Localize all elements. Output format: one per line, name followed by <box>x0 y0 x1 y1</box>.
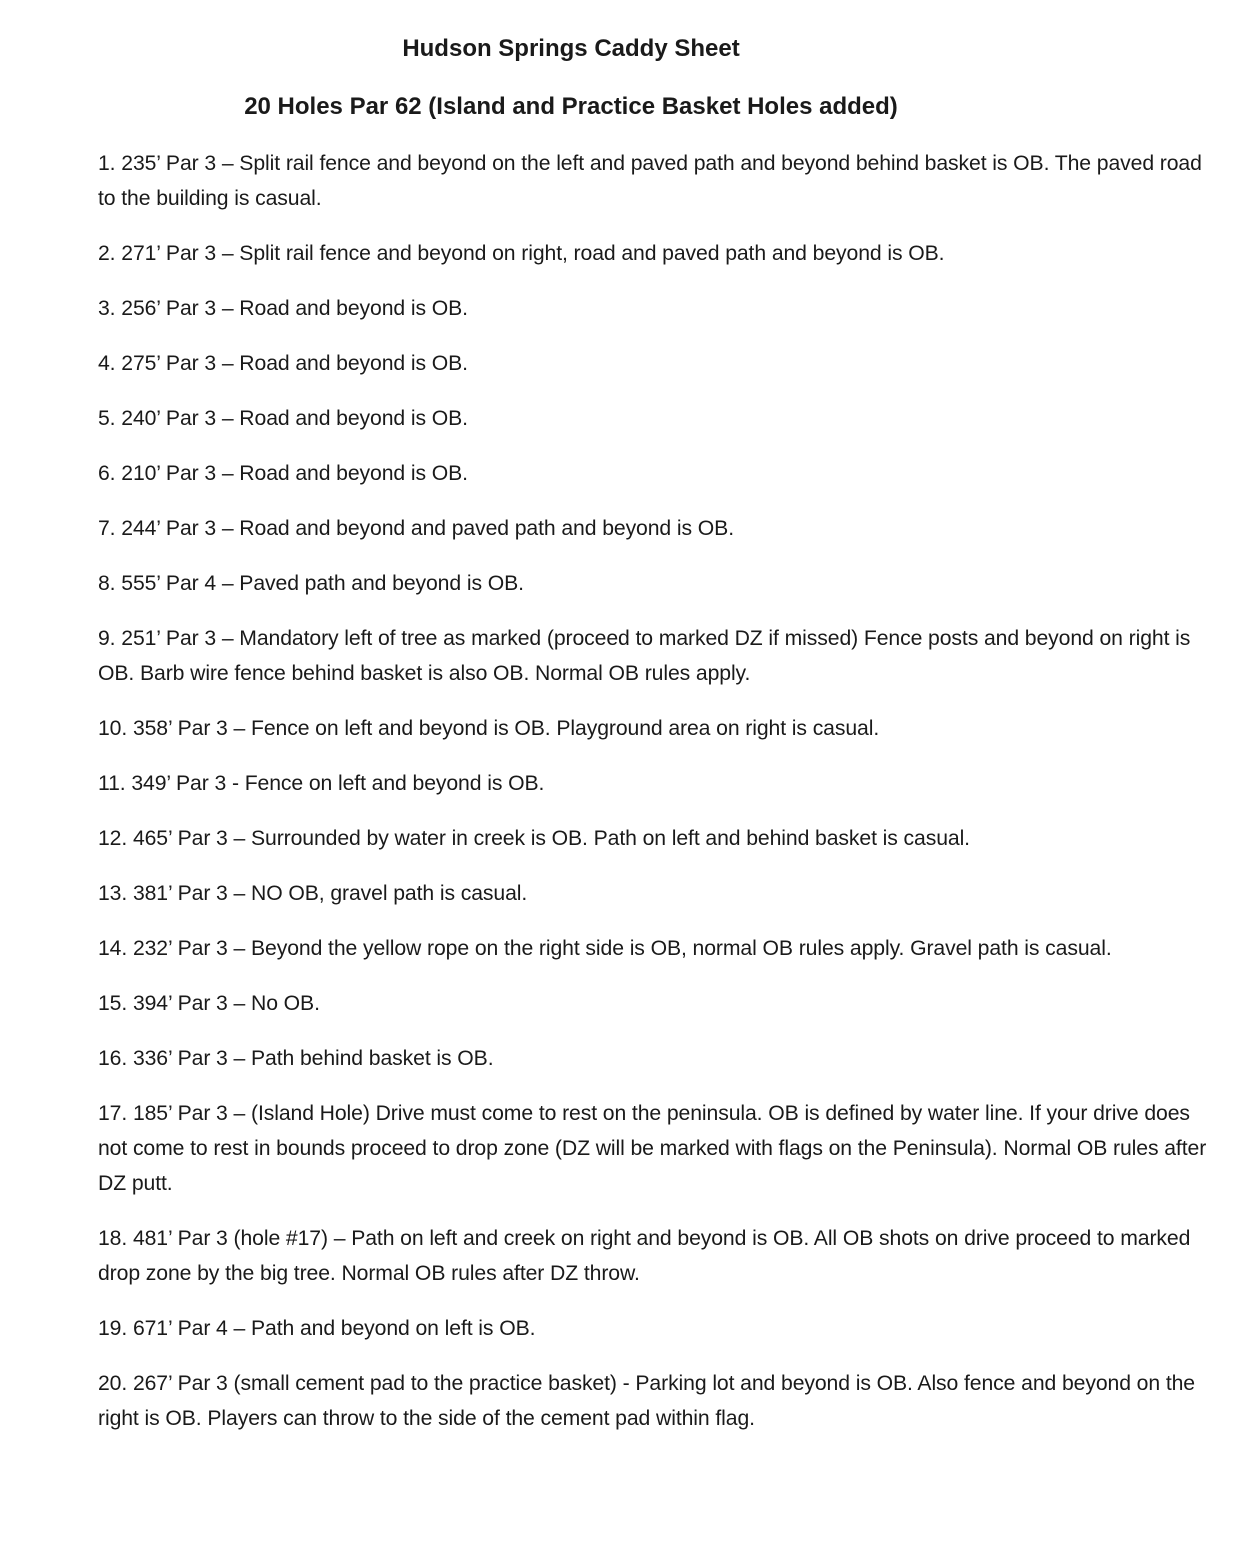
document-title: Hudson Springs Caddy Sheet <box>402 35 740 62</box>
hole-item-9: 9. 251’ Par 3 – Mandatory left of tree as marked (proceed to marked DZ if missed) Fence posts and beyond on right is OB. Barb wire fence behind basket is also OB. Normal OB rules apply. <box>98 627 1191 685</box>
hole-item-7: 7. 244’ Par 3 – Road and beyond and paved path and beyond is OB. <box>98 517 734 540</box>
hole-item-13: 13. 381’ Par 3 – NO OB, gravel path is casual. <box>98 882 528 905</box>
hole-item-16: 16. 336’ Par 3 – Path behind basket is OB. <box>98 1047 494 1070</box>
hole-item-10: 10. 358’ Par 3 – Fence on left and beyond is OB. Playground area on right is casual. <box>98 717 880 740</box>
hole-item-19: 19. 671’ Par 4 – Path and beyond on left is OB. <box>98 1317 536 1340</box>
hole-item-2: 2. 271’ Par 3 – Split rail fence and beyond on right, road and paved path and beyond is OB. <box>98 242 945 265</box>
hole-item-6: 6. 210’ Par 3 – Road and beyond is OB. <box>98 462 468 485</box>
hole-item-11: 11. 349’ Par 3 - Fence on left and beyond is OB. <box>98 772 545 795</box>
hole-item-12: 12. 465’ Par 3 – Surrounded by water in creek is OB. Path on left and behind basket is casual. <box>98 827 970 850</box>
hole-item-3: 3. 256’ Par 3 – Road and beyond is OB. <box>98 297 468 320</box>
document-subtitle: 20 Holes Par 62 (Island and Practice Basket Holes added) <box>244 93 898 120</box>
hole-item-15: 15. 394’ Par 3 – No OB. <box>98 992 320 1015</box>
hole-item-18: 18. 481’ Par 3 (hole #17) – Path on left and creek on right and beyond is OB. All OB shots on drive proceed to marked drop zone by the big tree. Normal OB rules after DZ throw. <box>98 1227 1191 1285</box>
hole-item-14: 14. 232’ Par 3 – Beyond the yellow rope on the right side is OB, normal OB rules apply. Gravel path is casual. <box>98 937 1112 960</box>
hole-item-4: 4. 275’ Par 3 – Road and beyond is OB. <box>98 352 468 375</box>
hole-item-5: 5. 240’ Par 3 – Road and beyond is OB. <box>98 407 468 430</box>
hole-list <box>98 146 1218 1436</box>
hole-item-1: 1. 235’ Par 3 – Split rail fence and beyond on the left and paved path and beyond behind basket is OB. The paved road to the building is casual. <box>98 152 1202 210</box>
hole-item-20: 20. 267’ Par 3 (small cement pad to the practice basket) - Parking lot and beyond is OB. Also fence and beyond on the right is OB. Players can throw to the side of the cement pad within flag. <box>98 1372 1195 1430</box>
hole-item-8: 8. 555’ Par 4 – Paved path and beyond is OB. <box>98 572 524 595</box>
hole-item-17: 17. 185’ Par 3 – (Island Hole) Drive must come to rest on the peninsula. OB is defined by water line. If your drive does not come to rest in bounds proceed to drop zone (DZ will be marked with flags on the Peninsula). Normal OB rules after DZ putt. <box>98 1102 1207 1195</box>
